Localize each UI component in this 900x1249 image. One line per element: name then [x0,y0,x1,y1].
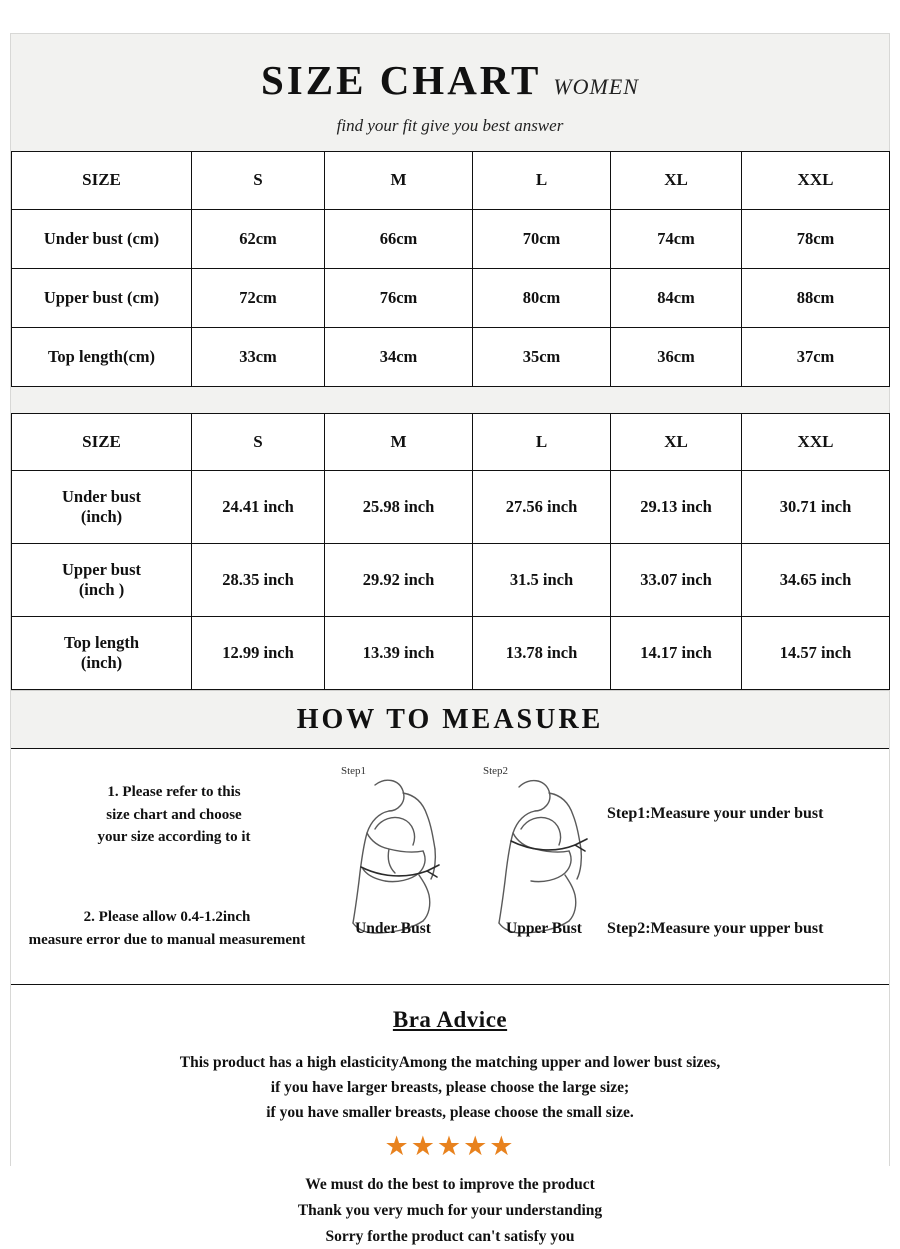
column-header: M [325,152,473,210]
step1-instruction: Step1:Measure your under bust [607,805,824,822]
advice-line: We must do the best to improve the product [305,1176,595,1194]
measure-note-2 [17,906,317,951]
column-header: SIZE [12,414,192,471]
cell-value: 34cm [325,328,473,387]
table-row [12,210,890,269]
note-line: 2. Please allow 0.4-1.2inch [83,909,251,925]
column-header: XXL [742,152,890,210]
size-table-cm [11,151,890,387]
column-header: XL [611,152,742,210]
cell-value: 30.71 inch [742,471,890,544]
measure-note-1 [29,781,319,849]
column-header: M [325,414,473,471]
row-label: Under bust (cm) [12,210,192,269]
row-label-line1: Under bust [61,487,141,507]
table-row [12,152,890,210]
cell-value: 13.39 inch [325,617,473,690]
cell-value: 28.35 inch [192,544,325,617]
column-header: L [473,152,611,210]
page-title: SIZE CHART [261,57,542,103]
bra-advice-section [11,985,889,1245]
cell-value: 33cm [192,328,325,387]
size-table-inch [11,413,890,690]
advice-line: if you have smaller breasts, please choose the small size. [266,1103,634,1121]
row-label [12,471,192,544]
row-label-line2: (inch) [80,507,123,526]
under-bust-illustration [323,767,463,942]
how-to-measure-title: HOW TO MEASURE [296,703,604,735]
table-separator [11,387,889,413]
cell-value: 76cm [325,269,473,328]
cell-value: 33.07 inch [611,544,742,617]
table-row [12,269,890,328]
column-header: L [473,414,611,471]
note-line: your size according to it [97,829,251,845]
cell-value: 14.57 inch [742,617,890,690]
cell-value: 80cm [473,269,611,328]
title-row [261,56,639,104]
cell-value: 35cm [473,328,611,387]
table-row [12,414,890,471]
row-label-line2: (inch ) [78,580,125,599]
step2-instruction: Step2:Measure your upper bust [607,920,824,937]
advice-line: Sorry forthe product can't satisfy you [325,1227,575,1245]
page-title-subject: WOMEN [553,74,639,99]
how-to-measure-band [11,690,889,749]
upper-bust-illustration [471,767,611,942]
table-row [12,544,890,617]
table-row [12,471,890,544]
header [11,34,889,151]
column-header: XXL [742,414,890,471]
cell-value: 24.41 inch [192,471,325,544]
cell-value: 84cm [611,269,742,328]
size-chart-sheet [10,33,890,1245]
row-label [12,617,192,690]
column-header: S [192,414,325,471]
cell-value: 13.78 inch [473,617,611,690]
column-header: XL [611,414,742,471]
row-label-line2: (inch) [80,653,123,672]
step2-tag: Step2 [483,765,509,777]
cell-value: 37cm [742,328,890,387]
measure-block [11,749,889,985]
column-header: SIZE [12,152,192,210]
cell-value: 70cm [473,210,611,269]
row-label-line1: Top length [63,633,140,653]
row-label-line1: Upper bust [61,560,141,580]
tagline: find your fit give you best answer [336,116,564,135]
cell-value: 34.65 inch [742,544,890,617]
table-row [12,617,890,690]
advice-line: This product has a high elasticityAmong the matching upper and lower bust sizes, [179,1054,721,1071]
row-label [12,544,192,617]
note-line: 1. Please refer to this [107,784,241,800]
cell-value: 14.17 inch [611,617,742,690]
cell-value: 88cm [742,269,890,328]
table-row [12,328,890,387]
cell-value: 72cm [192,269,325,328]
under-bust-label: Under Bust [355,920,431,937]
cell-value: 12.99 inch [192,617,325,690]
column-header: S [192,152,325,210]
cell-value: 62cm [192,210,325,269]
bra-advice-paragraph-2 [11,1172,889,1249]
row-label: Top length(cm) [12,328,192,387]
star-rating: ★★★★★ [384,1131,516,1162]
note-line: measure error due to manual measurement [28,931,306,948]
cell-value: 78cm [742,210,890,269]
bra-advice-paragraph-1 [11,1051,889,1125]
cell-value: 66cm [325,210,473,269]
cell-value: 29.13 inch [611,471,742,544]
cell-value: 29.92 inch [325,544,473,617]
upper-bust-label: Upper Bust [506,920,582,937]
advice-line: Thank you very much for your understanding [297,1201,603,1219]
cell-value: 74cm [611,210,742,269]
advice-line: if you have larger breasts, please choose the large size; [270,1078,630,1096]
step1-tag: Step1 [341,765,367,777]
cell-value: 25.98 inch [325,471,473,544]
cell-value: 36cm [611,328,742,387]
note-line: size chart and choose [106,806,242,823]
row-label: Upper bust (cm) [12,269,192,328]
cell-value: 31.5 inch [473,544,611,617]
cell-value: 27.56 inch [473,471,611,544]
bra-advice-title: Bra Advice [392,1007,508,1032]
